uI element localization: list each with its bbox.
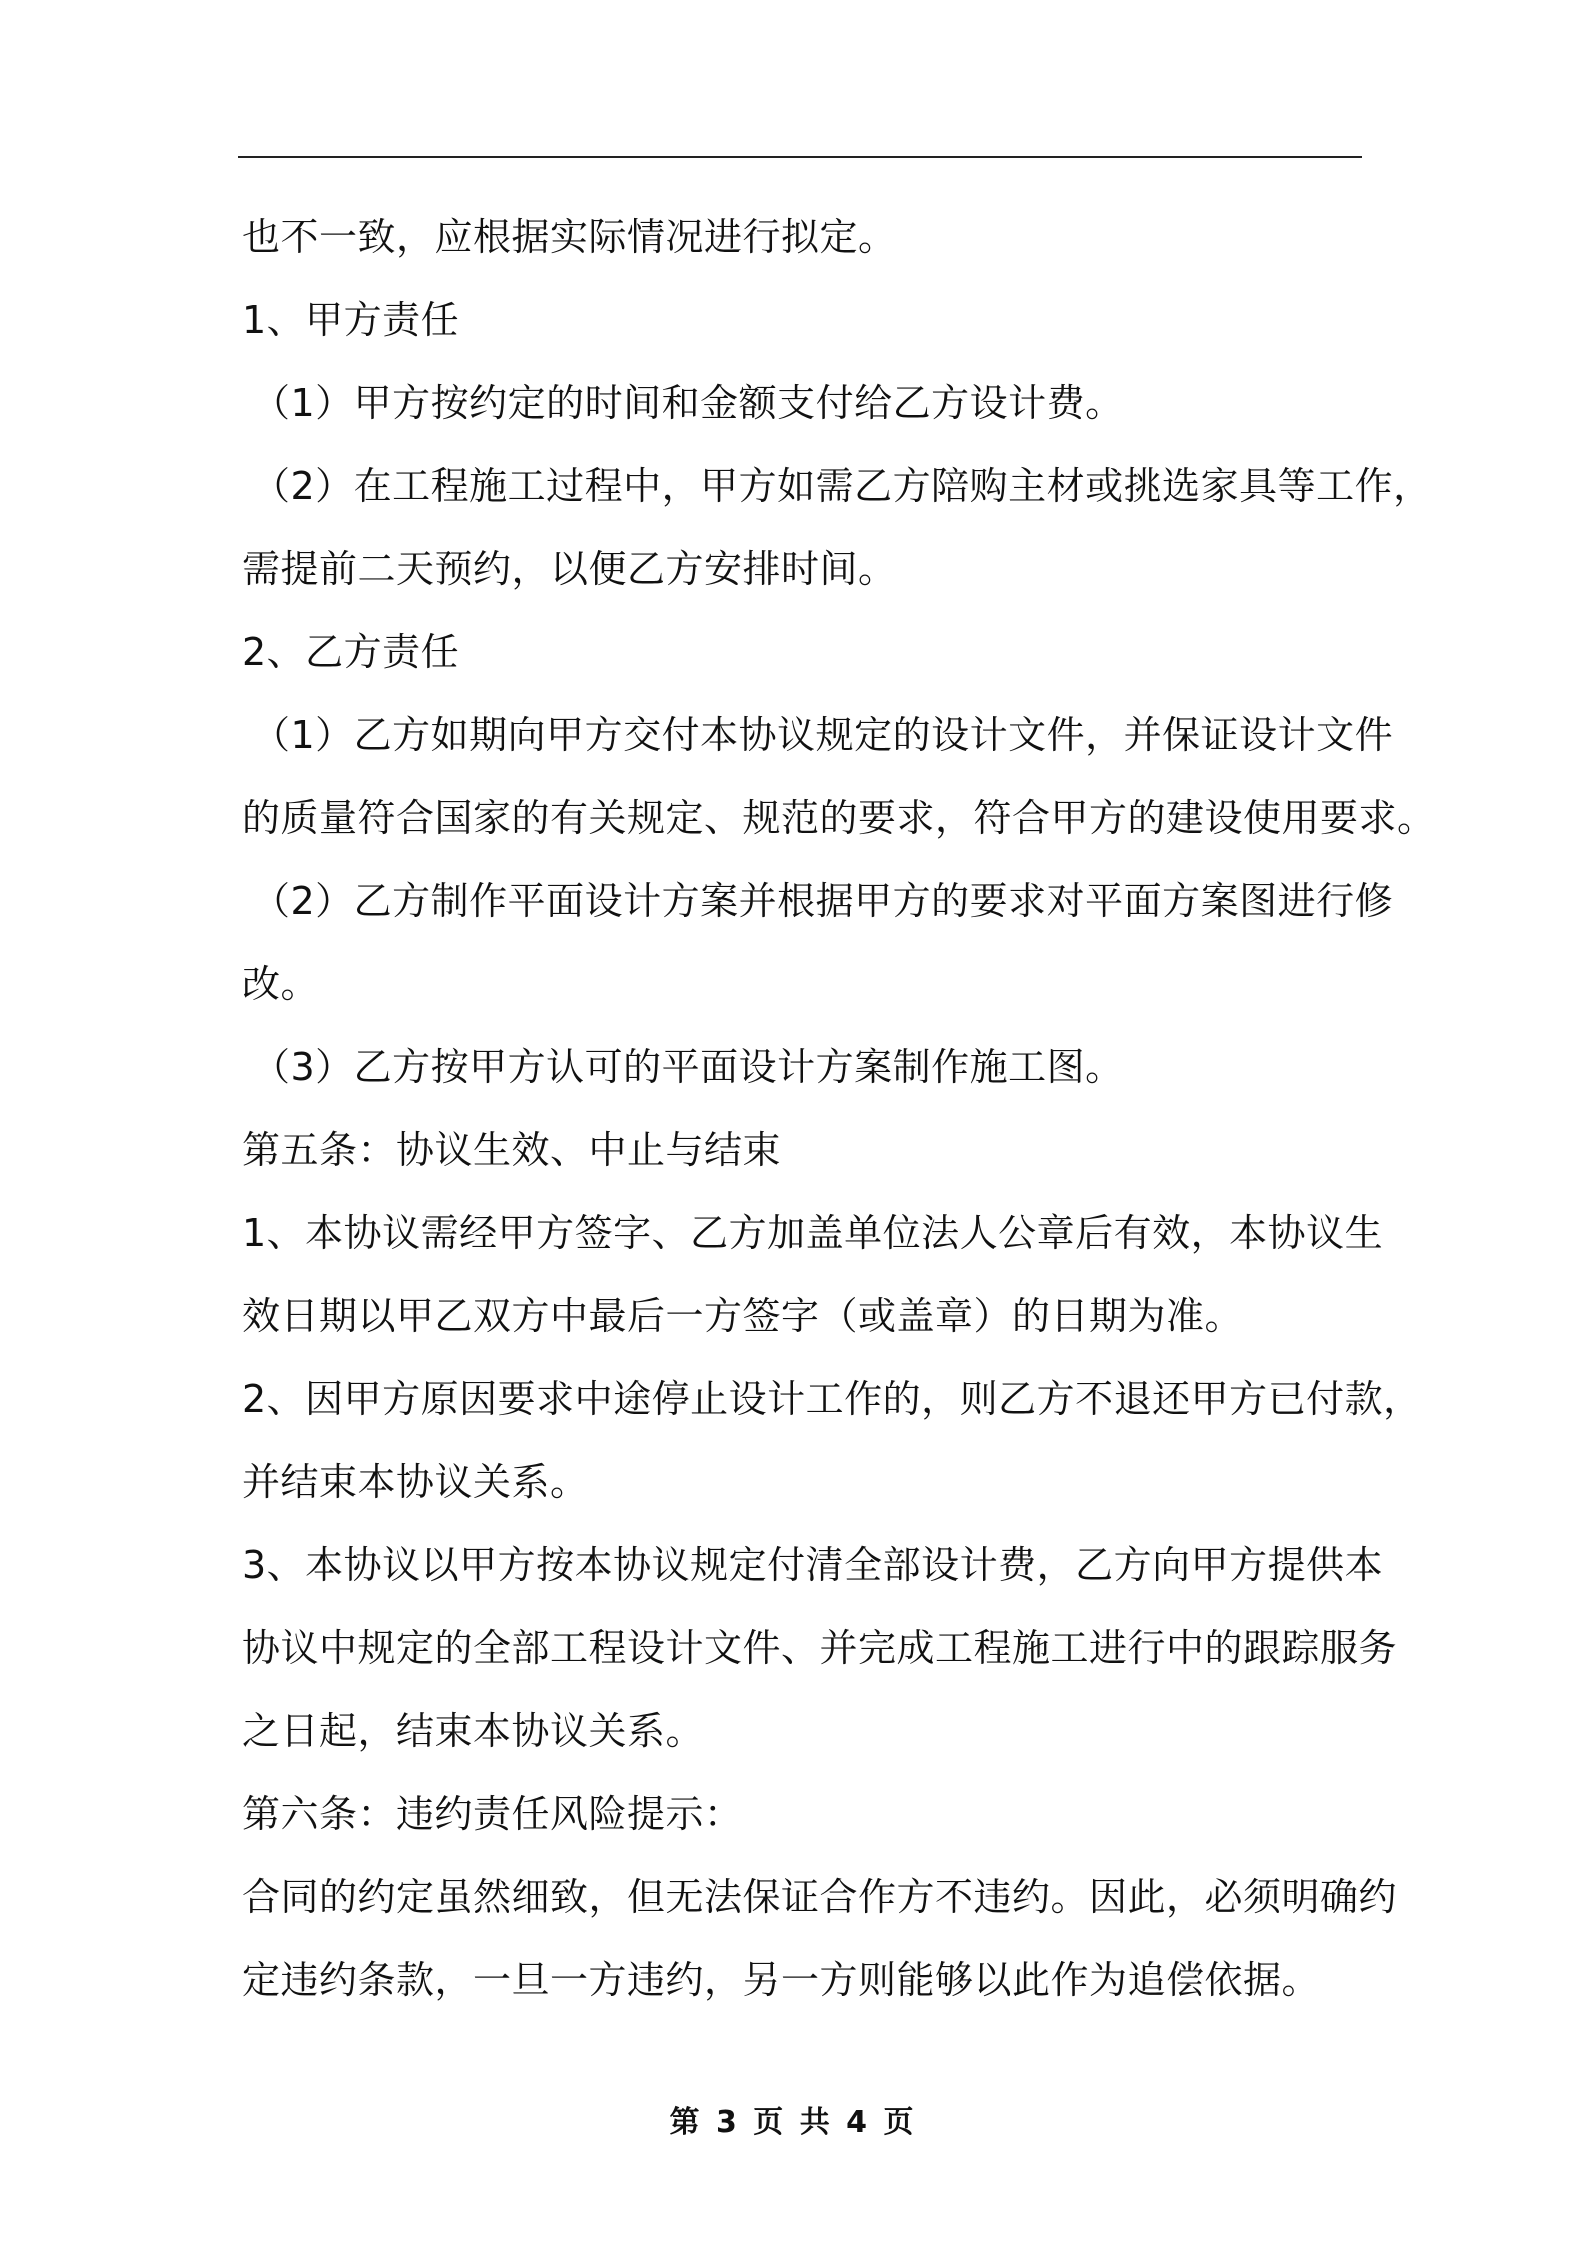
section-heading: 2、乙方责任	[242, 630, 460, 674]
page-footer: 第 3 页 共 4 页	[669, 2105, 917, 2140]
text-line: 之日起，结束本协议关系。	[242, 1709, 705, 1753]
text-line: （1）甲方按约定的时间和金额支付给乙方设计费。	[252, 381, 1124, 425]
text-line: 定违约条款，一旦一方违约，另一方则能够以此作为追偿依据。	[242, 1958, 1321, 2002]
article-heading: 第六条：违约责任风险提示：	[242, 1792, 743, 1836]
text-line: 协议中规定的全部工程设计文件、并完成工程施工进行中的跟踪服务	[242, 1626, 1398, 1670]
text-line: 需提前二天预约，以便乙方安排时间。	[242, 547, 897, 591]
text-line: 的质量符合国家的有关规定、规范的要求，符合甲方的建设使用要求。	[242, 796, 1436, 840]
text-line: 效日期以甲乙双方中最后一方签字（或盖章）的日期为准。	[242, 1294, 1244, 1338]
text-line: 也不一致，应根据实际情况进行拟定。	[242, 215, 897, 259]
section-heading: 1、甲方责任	[242, 298, 460, 342]
text-line: 合同的约定虽然细致，但无法保证合作方不违约。因此，必须明确约	[242, 1875, 1398, 1919]
header-rule	[238, 156, 1362, 158]
document-body	[242, 196, 1436, 2022]
text-line: 3、本协议以甲方按本协议规定付清全部设计费，乙方向甲方提供本	[242, 1543, 1384, 1587]
text-line: 2、因甲方原因要求中途停止设计工作的，则乙方不退还甲方已付款，	[242, 1377, 1422, 1421]
text-line: 改。	[242, 962, 320, 1006]
text-line: 并结束本协议关系。	[242, 1460, 589, 1504]
text-line: （1）乙方如期向甲方交付本协议规定的设计文件，并保证设计文件	[252, 713, 1394, 757]
article-heading: 第五条：协议生效、中止与结束	[242, 1128, 782, 1172]
text-line: （2）乙方制作平面设计方案并根据甲方的要求对平面方案图进行修	[252, 879, 1394, 923]
text-line: （3）乙方按甲方认可的平面设计方案制作施工图。	[252, 1045, 1124, 1089]
text-line: 1、本协议需经甲方签字、乙方加盖单位法人公章后有效，本协议生	[242, 1211, 1384, 1255]
text-line: （2）在工程施工过程中，甲方如需乙方陪购主材或挑选家具等工作，	[252, 464, 1432, 508]
